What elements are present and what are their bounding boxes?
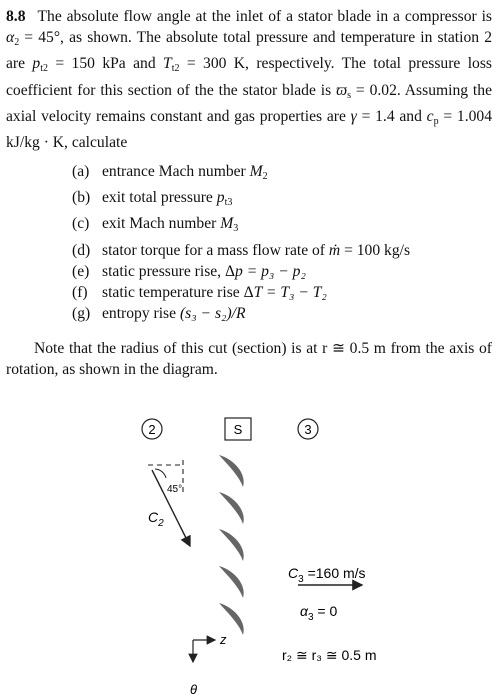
part-g bbox=[72, 303, 502, 324]
part-label: (d) bbox=[72, 241, 91, 259]
stator-blade bbox=[219, 529, 244, 561]
intro-text-6: = 1.4 and bbox=[356, 107, 427, 125]
tt2-symbol: T bbox=[163, 55, 172, 73]
angle-label: 45° bbox=[167, 484, 183, 495]
intro-text-3: = 150 kPa and bbox=[48, 55, 163, 73]
part-label: (b) bbox=[72, 189, 91, 207]
c2-label: $C_2$ bbox=[148, 509, 164, 529]
part-label: (g) bbox=[72, 305, 91, 323]
intro-text-4: = 300 K, respectively. The total pressure loss coefficient for this section of the the stator blade is bbox=[6, 55, 492, 99]
part-math: (s₃ − s₂)/R bbox=[179, 305, 246, 323]
part-e bbox=[72, 261, 502, 282]
part-text: exit total pressure bbox=[102, 189, 217, 207]
radius-note: Note that the radius of this cut (section) is at r ≅ 0.5 m from the axis of rotation, as shown in the diagram. bbox=[6, 340, 492, 379]
part-text: entrance Mach number bbox=[102, 163, 250, 180]
part-b bbox=[72, 187, 502, 213]
part-text: exit Mach number bbox=[102, 215, 221, 233]
pt2-subscript: t2 bbox=[40, 63, 48, 75]
part-math: M bbox=[220, 215, 234, 233]
stator-label: S bbox=[233, 422, 243, 437]
problem-number: 8.8 bbox=[6, 8, 26, 25]
question-parts bbox=[72, 161, 502, 324]
stator-cascade-diagram bbox=[0, 400, 504, 700]
alpha2-subscript: 2 bbox=[14, 37, 20, 49]
part-label: (c) bbox=[72, 215, 90, 233]
part-text: static temperature rise Δ bbox=[102, 284, 254, 302]
part-text: stator torque for a mass flow rate of bbox=[102, 241, 329, 259]
part-label: (f) bbox=[72, 284, 88, 302]
part-sub: t3 bbox=[224, 197, 233, 209]
theta-axis-label: θ bbox=[190, 682, 198, 697]
stator-blades bbox=[219, 455, 244, 635]
part-label: (a) bbox=[72, 163, 90, 180]
radius-label: r₂ ≅ r₃ ≅ 0.5 m bbox=[282, 647, 377, 663]
part-math: p bbox=[235, 262, 243, 280]
part-text: entropy rise bbox=[102, 305, 180, 323]
part-label: (e) bbox=[72, 262, 90, 280]
stator-blade bbox=[219, 566, 244, 598]
omega-symbol: ϖ bbox=[336, 81, 348, 99]
stator-blade bbox=[219, 492, 244, 524]
part-d bbox=[72, 240, 502, 261]
part-sub: 3 bbox=[233, 223, 239, 235]
stator-blade bbox=[219, 455, 244, 487]
part-tail: = 100 kg/s bbox=[340, 241, 411, 259]
c3-label: $C_3 =160$ m/s bbox=[288, 565, 366, 585]
angle-arc bbox=[155, 469, 166, 478]
part-sub: 2 bbox=[262, 171, 268, 182]
station-3-marker bbox=[298, 419, 318, 439]
cp-subscript: p bbox=[433, 115, 439, 127]
part-math: p bbox=[216, 189, 225, 207]
part-text: static pressure rise, Δ bbox=[102, 262, 236, 280]
pt2-symbol: p bbox=[32, 55, 41, 73]
problem-statement bbox=[6, 6, 492, 153]
z-axis-label: z bbox=[220, 632, 227, 647]
intro-text-7: = 1.004 kJ/kg · K, calculate bbox=[6, 107, 492, 152]
intro-text-2: = 45°, as shown. The absolute total pressure and temperature in station 2 are bbox=[6, 29, 492, 73]
cp-symbol: c bbox=[426, 107, 434, 125]
part-tail: = p₃ − p₂ bbox=[242, 262, 306, 280]
part-tail: = T₃ − T₂ bbox=[262, 284, 327, 302]
station-2-label: 2 bbox=[148, 422, 156, 437]
intro-text-1: The absolute flow angle at the inlet of a stator blade in a compressor is bbox=[37, 8, 492, 25]
c2-velocity-arrow bbox=[152, 470, 190, 546]
gamma-symbol: γ bbox=[350, 107, 357, 125]
part-f bbox=[72, 282, 502, 303]
part-a bbox=[72, 161, 502, 187]
stator-blade bbox=[219, 603, 244, 635]
station-2-marker bbox=[142, 419, 162, 439]
part-c bbox=[72, 213, 502, 239]
station-3-label: 3 bbox=[304, 422, 312, 437]
intro-text-5: = 0.02. Assuming the axial velocity remains constant and gas properties are bbox=[6, 81, 492, 125]
part-math: M bbox=[249, 163, 263, 180]
part-math: ṁ bbox=[328, 241, 341, 259]
tt2-subscript: t2 bbox=[171, 63, 180, 75]
omega-subscript: s bbox=[347, 89, 351, 101]
stator-box bbox=[225, 418, 251, 440]
alpha2-symbol: α bbox=[6, 29, 15, 47]
alpha3-label: $\alpha_3 = 0$ bbox=[300, 603, 338, 623]
part-math: T bbox=[253, 284, 263, 302]
